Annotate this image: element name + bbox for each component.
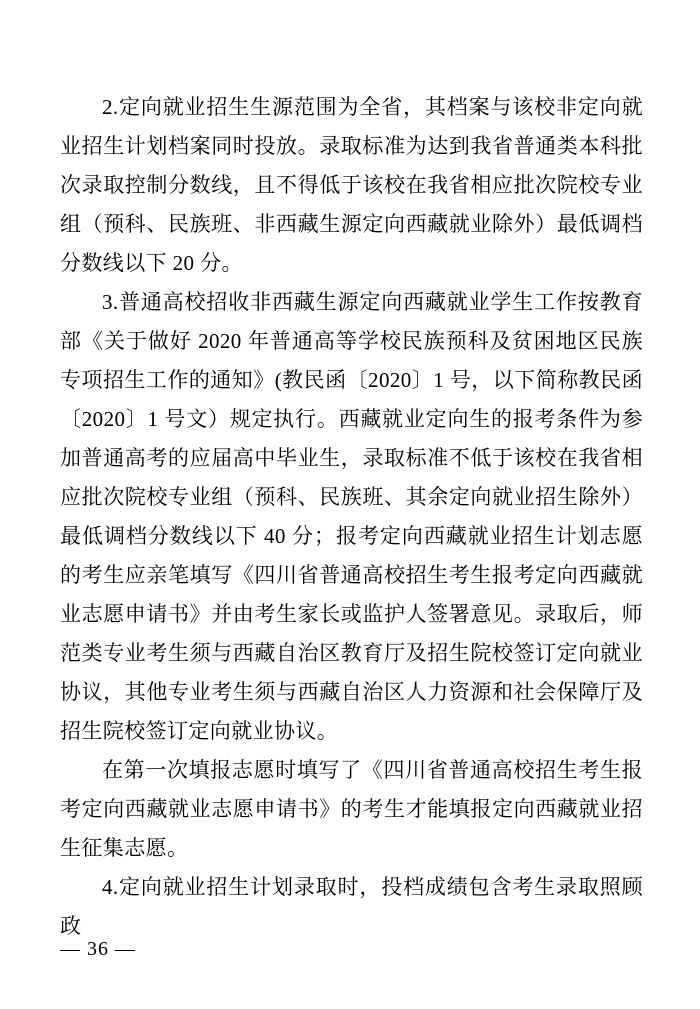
document-body bbox=[60, 88, 643, 946]
page-number: — 36 — bbox=[60, 938, 136, 960]
paragraph: 3.普通高校招收非西藏生源定向西藏就业学生工作按教育部《关于做好 2020 年普通高等学校民族预科及贫困地区民族专项招生工作的通知》(教民函〔2020〕1 号，以下简称教民函〔2020〕1 号文）规定执行。西藏就业定向生的报考条件为参加普通高考的应届高中毕业生，录取标准不低于该校在我省相应批次院校专业组（预科、民族班、其余定向就业招生除外）最低调档分数线以下 40 分；报考定向西藏就业招生计划志愿的考生应亲笔填写《四川省普通高校招生考生报考定向西藏就业志愿申请书》并由考生家长或监护人签署意见。录取后，师范类专业考生须与西藏自治区教育厅及招生院校签订定向就业协议，其他专业考生须与西藏自治区人力资源和社会保障厅及招生院校签订定向就业协议。 bbox=[60, 290, 643, 743]
paragraph: 4.定向就业招生计划录取时，投档成绩包含考生录取照顾政 bbox=[60, 875, 643, 938]
paragraph: 2.定向就业招生生源范围为全省，其档案与该校非定向就业招生计划档案同时投放。录取标准为达到我省普通类本科批次录取控制分数线，且不得低于该校在我省相应批次院校专业组（预科、民族班、非西藏生源定向西藏就业除外）最低调档分数线以下 20 分。 bbox=[60, 95, 643, 275]
paragraph: 在第一次填报志愿时填写了《四川省普通高校招生考生报考定向西藏就业志愿申请书》的考生才能填报定向西藏就业招生征集志愿。 bbox=[60, 758, 643, 860]
